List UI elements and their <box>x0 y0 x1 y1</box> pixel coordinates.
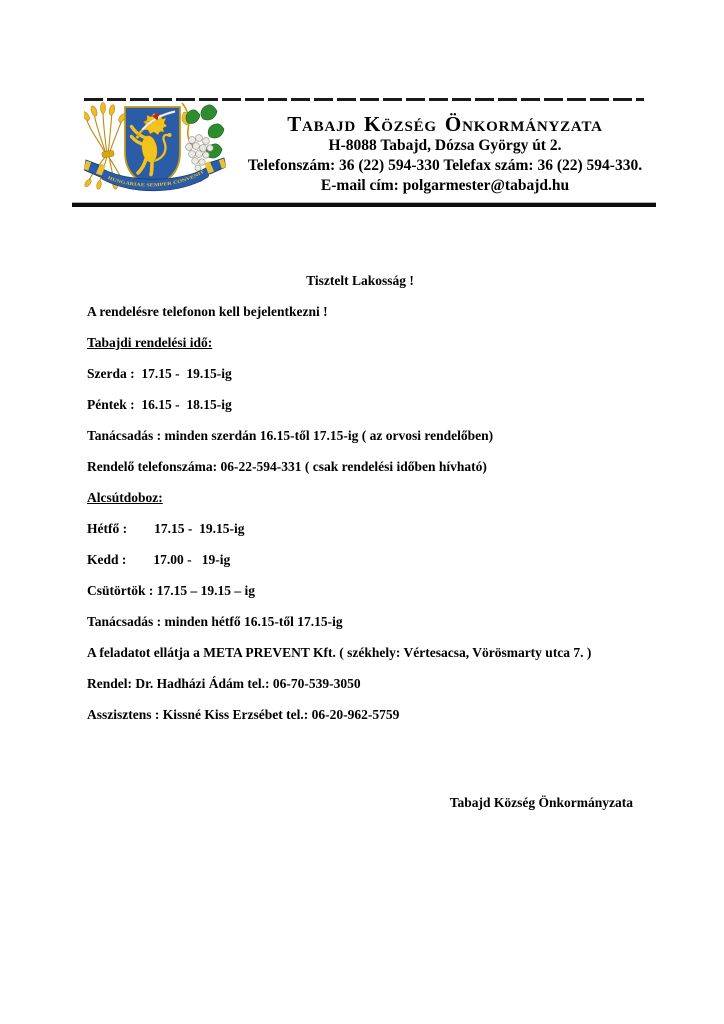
body-line: Tanácsadás : minden szerdán 16.15-től 17.15-ig ( az orvosi rendelőben) <box>87 428 494 443</box>
body-line: Hétfő : 17.15 - 19.15-ig <box>87 521 245 536</box>
organization-title: Tabajd Község Önkormányzata <box>287 112 603 136</box>
ribbon-motto-text: HUNGARIAE SEMPER CONVENIT <box>107 169 204 188</box>
letterhead <box>226 112 664 196</box>
header-divider-rule <box>72 203 656 207</box>
address-line: H-8088 Tabajd, Dózsa György út 2. <box>328 137 562 154</box>
body-line: Kedd : 17.00 - 19-ig <box>87 552 231 567</box>
email-line: E-mail cím: polgarmester@tabajd.hu <box>320 177 570 194</box>
body-line: Rendel: Dr. Hadházi Ádám tel.: 06-70-539-3050 <box>87 676 361 691</box>
salutation: Tisztelt Lakosság ! <box>306 273 414 288</box>
body-line: Csütörtök : 17.15 – 19.15 – ig <box>87 583 255 598</box>
body-line: A rendelésre telefonon kell bejelentkezni ! <box>87 304 328 319</box>
signature-block: Tabajd Község Önkormányzata <box>449 795 633 810</box>
document-body <box>87 265 633 730</box>
top-dashed-rule <box>84 98 644 101</box>
body-line: Rendelő telefonszáma: 06-22-594-331 ( csak rendelési időben hívható) <box>87 459 487 474</box>
section-heading-tabajd: Tabajdi rendelési idő: <box>87 335 213 350</box>
body-line: A feladatot ellátja a META PREVENT Kft. ( székhely: Vértesacsa, Vörösmarty utca 7. ) <box>87 645 592 660</box>
phone-fax-line: Telefonszám: 36 (22) 594-330 Telefax szám: 36 (22) 594-330. <box>247 157 643 174</box>
body-line: Péntek : 16.15 - 18.15-ig <box>87 397 232 412</box>
section-heading-alcsutdoboz: Alcsútdoboz: <box>87 490 163 505</box>
tabajd-coat-of-arms <box>84 102 226 203</box>
body-line: Asszisztens : Kissné Kiss Erzsébet tel.: 06-20-962-5759 <box>87 707 400 722</box>
body-line: Tanácsadás : minden hétfő 16.15-től 17.15-ig <box>87 614 343 629</box>
body-line: Szerda : 17.15 - 19.15-ig <box>87 366 232 381</box>
